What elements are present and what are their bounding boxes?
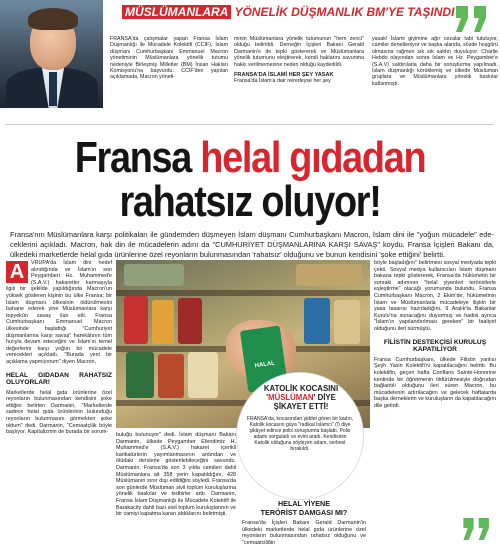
- top-column-2-subheading: FRANSA'DA İSLAMİ HER ŞEY YASAK: [234, 72, 334, 79]
- column-1-subheading: HELAL GIDADAN RAHATSIZ OLUYORLAR!: [6, 371, 112, 387]
- column-1-text-2: Marketlerde helal gıda ürünlerine özel reyonların bulunmasından kendisini şoke ettiğini belirten Darmanin, "Marketlerde sadece helal gıda ürünlerinin bulunduğu reyonların bulunmasını görmekten şoke oldum" dedi. Darmanin, "Cemaatçilik böyle başlıyor. Kapitalizmin de burada bir sorum-: [6, 389, 112, 436]
- sidebar-title-highlight: MÜSLÜMAN: [268, 393, 314, 402]
- headline-word-1: Fransa: [74, 133, 201, 182]
- drop-cap: A: [6, 261, 28, 283]
- sidebar-text: FRANSA'da, kocasından şiddet gören bir kadın, Katolik kocasını güya "radikal İslamcı" (!) diye şikâyet edince polis soruşturma başlattı. Polis adamı sorguladı ve evini aradı. Kendisinin Katolik olduğunu söyleyen adam, serbest bırakıldı.: [246, 416, 353, 452]
- headline-line-2: rahatsız oluyor!: [119, 177, 381, 226]
- sidebar-title-post: ' DİYE ŞİKAYET ETTİ!: [273, 393, 336, 411]
- subheading-helal-line-1: HELAL YİYENE: [277, 499, 331, 508]
- top-column-3: yasak! İslami giyimine ağır cezalar tabi tutuluyor, camiler denetleniyor ve başka alanda, sözde hoşgörü olmasına rağmen sık sık saldırı duyuluyor. Charlie Hebdo olayından sonra İslam ve Hz. Peygamber'e (S.A.V) saldırılarla daha bir soruşturma yapılmadı. İslam düşmanlığı körüklemiş ve ülkede Müslüman gruplara ve Müslümanlara yönelik baskılar katlanmıştı.: [372, 36, 498, 87]
- headline-word-2: helal gıdadan: [200, 133, 426, 182]
- article-deck: Fransa'nın Müslümanlara karşı politikaları ile gündemden düşmeyen İslam düşmanı Cumhurbaşkanı Macron, İslam dini ile "yoğun mücadele" ede-ceklerini açıkladı. Macron, hak din ile mücadelerin adını da "CUMHURİYET DÜŞMANLARINA KARŞI SAVAŞ" koydu. Fransa İçişleri Bakanı da, ülkedeki marketlerde helal gıda ürünlerine özel reyonların bulunmasından 'rahatsız' olduğunu ve bunun kendisini 'şoke ettiğini' belirtti.: [10, 230, 494, 259]
- quote-marks-icon: [452, 4, 492, 34]
- subheading-helal: [242, 500, 366, 517]
- top-kicker: [122, 5, 454, 20]
- body-column-1: [6, 260, 112, 436]
- kicker-rest: YÖNELİK DÜŞMANLIK BM'YE TAŞINDI: [231, 5, 455, 19]
- top-columns: [110, 36, 498, 116]
- quote-marks-icon: [460, 516, 494, 542]
- column-4-text-2: Fransa Cumhurbaşkanı, ülkede Filistin yanlısı Şeyh Yasin Kolektifi'ni kapatılacağını belirtti. Bu kolektifin, geçen hafta Conflans Sainte-Honorine kentinde bir öğretmenin öldürülmesiyle doğrudan bağlantılı olduğunu ileri süren Macron, bu mücadelenin artırılacağını ve gelecek haftalarda başka derneklerin ve kuruluşların da kapatılacağını dile getirdi.: [374, 356, 496, 409]
- subheading-helal-line-2: TERÖRİST DAMGASI MI?: [260, 507, 348, 517]
- column-4-subheading: FİLİSTİN DESTEKÇİSİ KURULUŞ KAPATILIYOR: [383, 338, 487, 354]
- top-column-2: [234, 36, 364, 85]
- divider: [6, 124, 494, 125]
- body-column-2: buluğu bulunuyor" dedi. İslam düşmanı Bakanı Darmanin, ülkede Peygamber Efendimiz H. Muhammed'e (S.A.V.) hakaret içerikli karikatürlerin yayımlanmasının ardından ve ölüdaki derslerle gösterilebileceğini savundu. Darmanin, Fransa'da son 3 yılda camileri dahil Müslümanlara ait 358 yerin kapatıldığını, 428 Müslümanın sınır dışı edildiğini söyledi. Fransa'da son günlerde Müslüman sivil toplum kuruluşlarına yönelik baskılar ve tedbirler arttı. Darmanin, Fransa İslam Düşmanlığı ile Mücadele Kolektifi ile Barakacity dahil bazı sivil toplum kuruluşlarının ve bir camiyi kapatma kararı aldıklarını belirtmişti.: [116, 432, 236, 518]
- portrait-photo: [0, 0, 103, 108]
- halal-package-label: HALAL: [254, 360, 276, 370]
- article-body: [6, 260, 496, 544]
- body-column-4: [374, 260, 496, 409]
- top-column-2-text: minin Müslümanlara yönelik tutumunun "hem zenci" olduğu belirtildi. Derneğin İçişleri Bakanı Gerald Darmanin'e de tepki göstererek ve Müslümanlara yönelik tutumunu eleştirerek, kendi haklarını savunma hakkı verilmemesine neden olduğu kaydedildi.: [234, 36, 364, 68]
- column-4-text: böyle başladığını" belirtmesi sosyal medyada tepki çekti. Sosyal medya kullanıcıları İslam düşmanı bakana tepki göstererek, Fransa'da hükümetin bir sonraki adımının "helal yiyenleri teröristlerle eşleştirme" olacağı yorumunda bulundu. Fransa Cumhurbaşkanı Macron, 2 Ekim'de, hükümetinin İslam ve Müslümanlarla mücadeleye ilişkin bir yasa tasarısı hazırladığını, 9 Aralık'ta Bakanlar Kurulu'na sunacağını duyurmuş ve hadisi ayrıca "İslam'ın yapılandırılması gereken" bir faaliyet olduğunu ileri sürmüştü.: [374, 260, 496, 332]
- kicker-highlight: MÜSLÜMANLARA: [122, 5, 231, 19]
- top-column-1: FRANSA'da çalışmalar yapan Fransa İslam Düşmanlığı ile Mücadele Kolektifi (CCIF), İslam düşmanı Cumhurbaşkanı Emmanuel Macron yönetiminin Müslümanlara yönelik tutumu nedeniyle Birleşmiş Milletler (BM) İnsan Hakları Komisyonu'na başvurdu. CCIF'den yapılan açıklamada, Macron yöneti-: [110, 36, 228, 81]
- column-1-text: VRUPA'da İslam dini hedef alındığında ve İslam'ın son Peygamberi Hz. Muhammed'e (S.A.V.) hakaretler karmaşıyla ilgili bir şekilde yapıldığında Macron'un yüksek gösteren kişinin bu ülke Fransa; bir İslam düşmanı ülkesinin öldürülmesini bahane ederek yine Müslümanlara karşı topyekûn savaş ilan etti. Fransa Cumhurbaşkanı Emmanuel Macron ülkesinde başlattığı "Cumhuriyet düşmanlarına karşı savaş" harekâtının tüm hızıyla devam edeceğini ve İslam'ın temel değerlerini karşı yoğun bir mücadele verecekleri açıkladı. "Burada yeni bir açıklama yapmıyorum" diyen Macron,: [6, 260, 112, 365]
- sidebar-title: [256, 384, 346, 411]
- top-strip: [0, 0, 500, 117]
- sidebar-title-pre: KATOLİK KOCASINI ': [263, 384, 339, 402]
- main-headline: [35, 133, 465, 226]
- top-column-2-after: Fransa'da İslam'a dair neredeyse her şey: [234, 78, 331, 85]
- body-column-3: Fransa'da İçişleri Bakanı Gerald Darmanin'in ülkedeki marketlerde helal gıda ürünlerine özel reyonların bulunmasından rahatsız olduğunu ve "cemaatçiliğin: [242, 520, 366, 544]
